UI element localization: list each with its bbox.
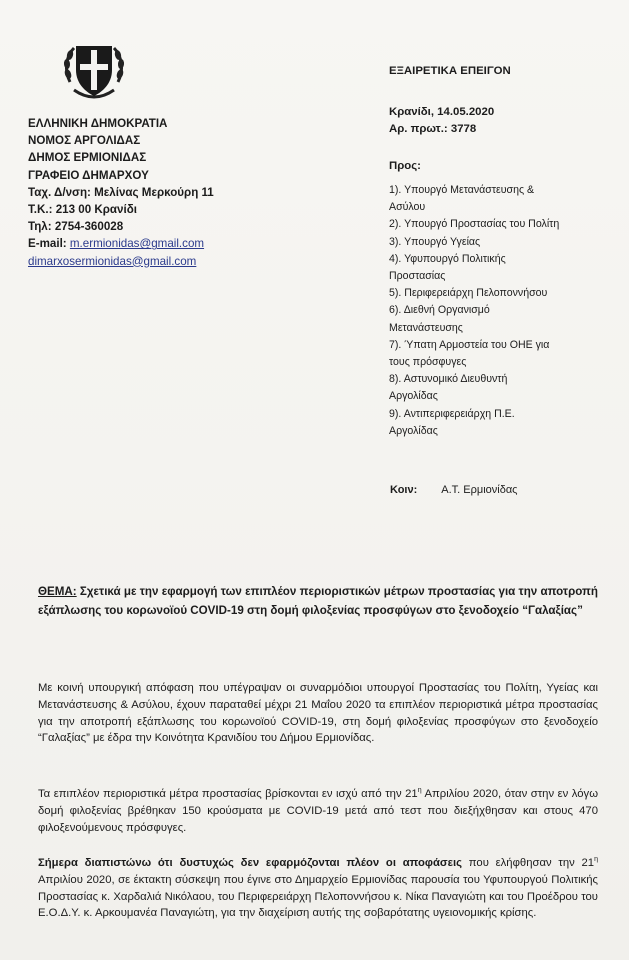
sender-line: ΕΛΛΗΝΙΚΗ ΔΗΜΟΚΡΑΤΙΑ (28, 117, 168, 130)
sender-line: ΝΟΜΟΣ ΑΡΓΟΛΙΔΑΣ (28, 134, 141, 148)
recipient-line: τους πρόσφυγες (389, 356, 467, 369)
body-paragraph-1: Με κοινή υπουργική απόφαση που υπέγραψαν οι συναρμόδιοι υπουργοί Προστασίας του Πολίτη, Υγείας και Μετανάστευσης & Ασύλου, έχουν παραταθεί μέχρι 21 Μαΐου 2020 τα επιπλέον περιοριστικά μέτρα προστασίας για την αποτροπή εξάπλωσης του κορωνοϊού COVID-19, στη δομή φιλοξενίας προσφύγων στο ξενοδοχείο “Γαλαξίας” με έδρα την Κοινότητα Κρανιδίου του Δήμου Ερμιονίδας. (38, 682, 598, 745)
recipient-line: 9). Αντιπεριφερειάρχη Π.Ε. (389, 407, 515, 420)
recipient-line: 5). Περιφερειάρχη Πελοποννήσου (389, 287, 548, 300)
recipient-line: Ασύλου (389, 201, 426, 214)
p2-text-a: Τα επιπλέον περιοριστικά μέτρα προστασίας βρίσκονται εν ισχύ από την 21 (38, 788, 418, 800)
recipient-line: Μετανάστευσης (389, 321, 463, 334)
subject-label: ΘΕΜΑ: (38, 585, 77, 598)
recipient-line: Αργολίδας (389, 424, 438, 437)
recipients-list (389, 182, 624, 440)
recipient-line: 1). Υπουργό Μετανάστευσης & (389, 184, 535, 196)
greek-coat-of-arms-icon (60, 40, 128, 106)
cc-label: Κοιν: (390, 484, 418, 496)
to-label: Προς: (389, 160, 421, 172)
sender-email-row (28, 235, 214, 252)
protocol-number: Αρ. πρωτ.: 3778 (389, 123, 477, 135)
sender-postcode: Τ.Κ.: 213 00 Κρανίδι (28, 203, 137, 217)
urgent-label: ΕΞΑΙΡΕΤΙΚΑ ΕΠΕΙΓΟΝ (389, 65, 511, 77)
cc-value: Α.Τ. Ερμιονίδας (441, 484, 518, 496)
document-date: Κρανίδι, 14.05.2020 (389, 106, 495, 118)
recipient-line: Προστασίας (389, 270, 446, 283)
recipient-line: 7). Ύπατη Αρμοστεία του ΟΗΕ για (389, 338, 550, 351)
sender-phone: Τηλ: 2754-360028 (28, 220, 124, 234)
body-paragraph-3 (38, 855, 598, 922)
sender-line: ΔΗΜΟΣ ΕΡΜΙΟΝΙΔΑΣ (28, 151, 147, 165)
p3-bold-text: Σήμερα διαπιστώνω ότι δυστυχώς δεν εφαρμόζονται πλέον οι αποφάσεις (38, 857, 463, 869)
recipient-line: 4). Υφυπουργό Πολιτικής (389, 252, 506, 265)
sender-address: Ταχ. Δ/νση: Μελίνας Μερκούρη 11 (28, 185, 214, 199)
recipient-line: 6). Διεθνή Οργανισμό (389, 304, 490, 317)
sender-block (28, 115, 214, 270)
recipient-line: 3). Υπουργό Υγείας (389, 235, 481, 248)
p3-text-b: Απριλίου 2020, σε έκτακτη σύσκεψη που έγινε στο Δημαρχείο Ερμιονίδας παρουσία του Υφυπουργού Πολιτικής Προστασίας κ. Χαρδαλιά Νικόλαου, του Περιφερειάρχη Πελοποννήσου κ. Νίκα Παναγιώτη και του Προέδρου του Ε.Ο.Δ.Υ. κ. Αρκουμανέα Παναγιώτη, για την διαχείριση αυτής της σοβαρότατης υγειονομικής κρίσης. (38, 873, 598, 920)
p3-superscript: η (594, 856, 598, 864)
recipient-line: Αργολίδας (389, 390, 438, 403)
email-label: E-mail: (28, 237, 70, 251)
body-paragraph-2 (38, 786, 598, 836)
subject-block (38, 583, 598, 620)
p3-text-a: που ελήφθησαν την 21 (462, 857, 595, 869)
p2-superscript: η (417, 787, 422, 795)
date-protocol-block (389, 104, 624, 138)
recipient-line: 2). Υπουργό Προστασίας του Πολίτη (389, 218, 560, 231)
email-link-2[interactable]: dimarxosermionidas@gmail.com (28, 254, 197, 268)
cc-block (390, 484, 518, 496)
subject-text: Σχετικά με την εφαρμογή των επιπλέον περιοριστικών μέτρων προστασίας για την αποτροπή εξάπλωσης του κορωνοϊού COVID-19 στη δομή φιλοξενίας προσφύγων στο ξενοδοχείο “Γαλαξίας” (38, 585, 598, 617)
recipient-line: 8). Αστυνομικό Διευθυντή (389, 373, 508, 386)
sender-line: ΓΡΑΦΕΙΟ ΔΗΜΑΡΧΟΥ (28, 168, 149, 182)
p2-text-b: Απριλίου 2020, όταν στην εν λόγω δομή φιλοξενίας βρέθηκαν 150 κρούσματα με COVID-19 μετά από τεστ που διεξήχθησαν και στους 470 φιλοξενούμενους πρόσφυγες. (38, 788, 599, 834)
email-link-1[interactable]: m.ermionidas@gmail.com (69, 237, 205, 251)
